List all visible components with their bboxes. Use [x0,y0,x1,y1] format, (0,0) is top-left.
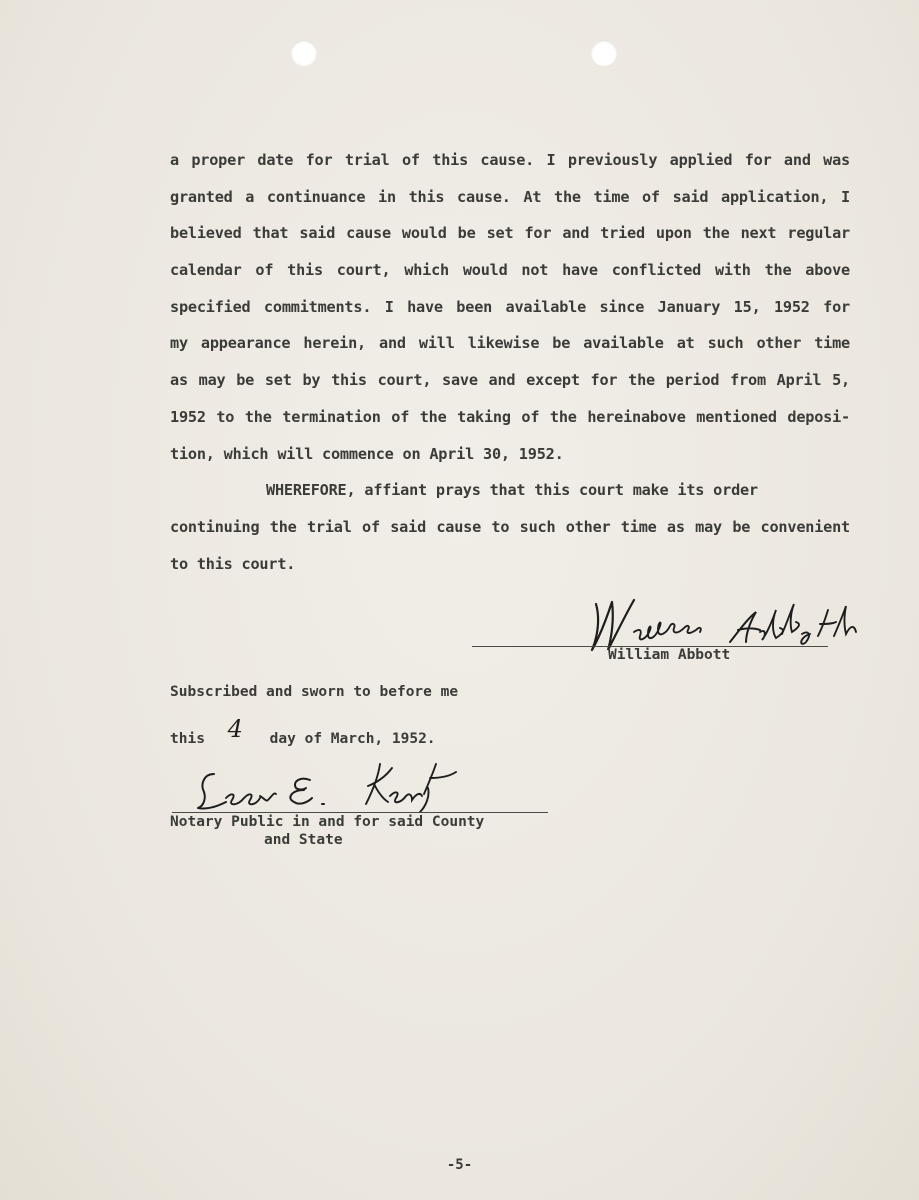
wherefore-line: continuing the trial of said cause to such other time as may be convenient [170,517,850,536]
punch-hole-right [591,40,617,66]
jurat-line-1: Subscribed and sworn to before me [170,684,459,700]
jurat-day-handwritten: 4 [227,715,243,743]
wherefore-line: WHEREFORE, affiant prays that this court make its order [266,481,758,500]
body-line: 1952 to the termination of the taking of the hereinabove mentioned deposi- [170,407,850,426]
notary-signature-drawing [192,758,472,818]
body-line: a proper date for trial of this cause. I previously applied for and was [170,151,850,169]
body-line: believed that said cause would be set for and tried upon the next regular [170,224,850,243]
body-line: specified commitments. I have been available since January 15, 1952 for [170,297,850,316]
jurat-line-2 [170,715,436,749]
jurat-this: this [170,731,205,747]
body-line: tion, which will commence on April 30, 1952. [170,444,564,463]
body-text [170,146,850,586]
jurat-day-suffix: day of March, 1952. [269,731,436,747]
notary-signature-line [172,812,548,813]
page-number: -5- [446,1157,473,1173]
punch-hole-left [291,40,317,66]
notary-title-line-2: and State [264,832,343,848]
body-line: as may be set by this court, save and except for the period from April 5, [170,371,850,390]
wherefore-line: to this court. [170,554,296,573]
affiant-typed-name: William Abbott [608,647,731,663]
notary-title-line-1: Notary Public in and for said County [170,814,485,830]
body-line: calendar of this court, which would not have conflicted with the above [170,261,850,280]
body-line: granted a continuance in this cause. At the time of said application, I [170,187,850,206]
body-line: my appearance herein, and will likewise be available at such other time [170,334,850,353]
